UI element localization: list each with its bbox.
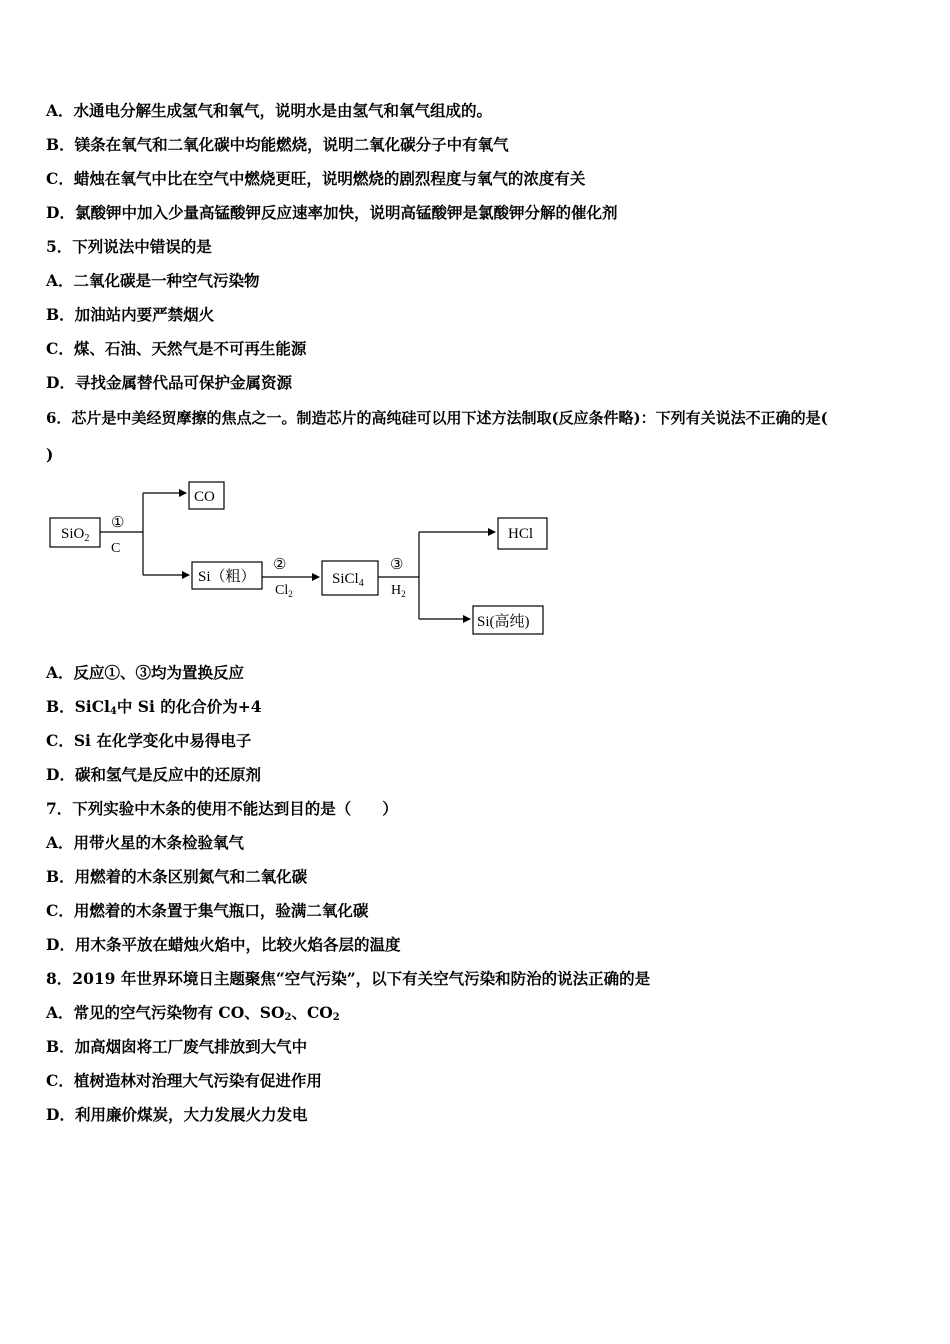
label-reagent-c: C (111, 541, 121, 556)
label-step2: ② (273, 557, 287, 573)
q6-option-c: C．Si 在化学变化中易得电子 (46, 731, 252, 750)
label-step1: ① (111, 515, 125, 531)
q5-option-c: C．煤、石油、天然气是不可再生能源 (46, 339, 307, 358)
label-reagent-cl2: $Cl_2$ (275, 583, 293, 599)
q8-option-b: B．加高烟囱将工厂废气排放到大气中 (46, 1037, 308, 1056)
q4-option-b: B．镁条在氧气和二氧化碳中均能燃烧，说明二氧化碳分子中有氧气 (46, 135, 509, 154)
label-co: CO (194, 489, 215, 505)
q5-option-a: A．二氧化碳是一种空气污染物 (46, 271, 260, 290)
q7-stem: 7．下列实验中木条的使用不能达到目的是（ ） (46, 799, 398, 818)
q4-option-c: C．蜡烛在氧气中比在空气中燃烧更旺，说明燃烧的剧烈程度与氧气的浓度有关 (46, 169, 586, 188)
q8-option-d: D．利用廉价煤炭，大力发展火力发电 (46, 1105, 308, 1124)
label-si-crude: Si（粗） (198, 569, 256, 585)
silicon-process-diagram (0, 470, 950, 650)
q6-option-b: B．SiCl$_4$中 Si 的化合价为+4 (46, 697, 262, 717)
q8-stem: 8．2019 年世界环境日主题聚焦“空气污染”，以下有关空气污染和防治的说法正确的是 (46, 969, 651, 988)
label-si-pure: Si(高纯) (477, 614, 530, 630)
label-sicl4: SiCl$_4$ (332, 571, 364, 589)
q7-option-c: C．用燃着的木条置于集气瓶口，验满二氧化碳 (46, 901, 369, 920)
q5-option-b: B．加油站内要严禁烟火 (46, 305, 215, 324)
q5-stem: 5．下列说法中错误的是 (46, 237, 212, 256)
q6-option-a: A．反应①、③均为置换反应 (46, 663, 245, 682)
label-hcl: HCl (508, 526, 534, 542)
q4-option-d: D．氯酸钾中加入少量高锰酸钾反应速率加快，说明高锰酸钾是氯酸钾分解的催化剂 (46, 203, 618, 222)
q8-option-a: A．常见的空气污染物有 CO、$SO_2$、$CO_2$ (46, 1003, 340, 1023)
q4-option-a: A．水通电分解生成氢气和氧气，说明水是由氢气和氧气组成的。 (46, 101, 493, 120)
q7-option-a: A．用带火星的木条检验氧气 (46, 833, 245, 852)
q5-option-d: D．寻找金属替代品可保护金属资源 (46, 373, 292, 392)
q7-option-d: D．用木条平放在蜡烛火焰中，比较火焰各层的温度 (46, 935, 401, 954)
label-step3: ③ (390, 557, 404, 573)
q6-option-d: D．碳和氢气是反应中的还原剂 (46, 765, 261, 784)
q6-stem-cont: ) (46, 445, 54, 464)
label-sio2: SiO$_2$ (61, 526, 90, 544)
label-reagent-h2: $H_2$ (391, 583, 406, 599)
q7-option-b: B．用燃着的木条区别氮气和二氧化碳 (46, 867, 308, 886)
q8-option-c: C．植树造林对治理大气污染有促进作用 (46, 1071, 322, 1090)
q6-stem: 6．芯片是中美经贸摩擦的焦点之一。制造芯片的高纯硅可以用下述方法制取(反应条件略)：下列有关说法不正确的是( (46, 409, 828, 427)
